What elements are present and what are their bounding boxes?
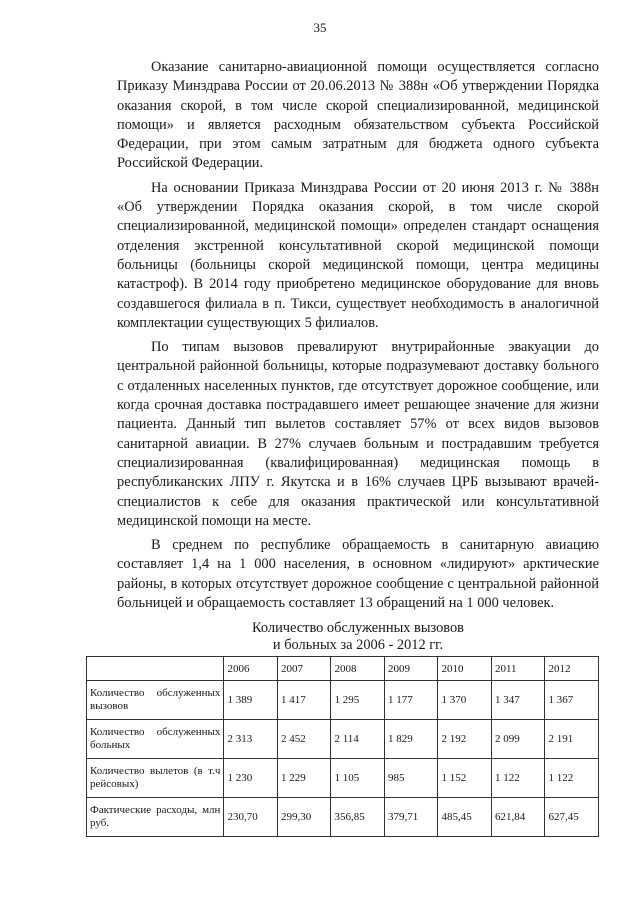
header-cell: 2012 bbox=[545, 657, 599, 681]
header-cell: 2006 bbox=[224, 657, 278, 681]
table-cell: 2 114 bbox=[331, 720, 385, 759]
table-cell: 2 191 bbox=[545, 720, 599, 759]
table-cell: 379,71 bbox=[384, 798, 438, 837]
header-cell bbox=[87, 657, 224, 681]
table-cell: 1 230 bbox=[224, 759, 278, 798]
table-cell: 299,30 bbox=[277, 798, 331, 837]
row-label: Количество обслуженных вызовов bbox=[87, 681, 224, 720]
paragraph: По типам вызовов превалируют внутрирайонные эвакуации до центральной районной больницы, которые подразумевают доставку больного с отдаленных населенных пунктов, где отсутствует дорожное сообщение, или когда срочная доставка пострадавшего имеет решающее значение для жизни пациента. Данный тип вылетов составляет 57% от всех видов вызовов санитарной авиации. В 27% случаев больным и пострадавшим требуется специализированная (квалифицированная) медицинская помощь в республиканских ЛПУ г. Якутска и в 16% случаев ЦРБ вызывают врачей-специалистов к себе для оказания практической или консультативной медицинской помощи на месте. bbox=[117, 339, 599, 529]
header-cell: 2008 bbox=[331, 657, 385, 681]
paragraph: В среднем по республике обращаемость в санитарную авиацию составляет 1,4 на 1 000 населения, в основном «лидируют» арктические районы, в которых отсутствует дорожное сообщение с центральной районной больницей и обращаемость составляет 13 обращений на 1 000 человек. bbox=[117, 537, 599, 612]
paragraph: Оказание санитарно-авиационной помощи осуществляется согласно Приказу Минздрава России от 20.06.2013 № 388н «Об утверждении Порядка оказания скорой, в том числе скорой специализированной, медицинской помощи» и является расходным обязательством субъекта Российской Федерации, при этом самым затратным для бюджета одного субъекта Российской Федерации. bbox=[117, 59, 599, 172]
table-cell: 621,84 bbox=[491, 798, 545, 837]
header-cell: 2010 bbox=[438, 657, 492, 681]
table-cell: 1 347 bbox=[491, 681, 545, 720]
table-row bbox=[87, 720, 599, 759]
header-cell: 2007 bbox=[277, 657, 331, 681]
row-label: Количество вылетов (в т.ч рейсовых) bbox=[87, 759, 224, 798]
table-cell: 485,45 bbox=[438, 798, 492, 837]
paragraph: На основании Приказа Минздрава России от 20 июня 2013 г. № 388н «Об утверждении Порядка оказания скорой, в том числе скорой специализированной, медицинской помощи» определен стандарт оснащения отделения экстренной консультативной скорой медицинской помощи больницы (больницы скорой медицинской помощи, центра медицины катастроф). В 2014 году приобретено медицинское оборудование для вновь создавшегося филиала в п. Тикси, существует необходимость в аналогичной комплектации существующих 5 филиалов. bbox=[117, 179, 599, 331]
table-cell: 985 bbox=[384, 759, 438, 798]
table-cell: 230,70 bbox=[224, 798, 278, 837]
header-cell: 2011 bbox=[491, 657, 545, 681]
table-cell: 2 452 bbox=[277, 720, 331, 759]
table-caption-line-1: Количество обслуженных вызовов bbox=[252, 620, 464, 636]
table-row bbox=[87, 681, 599, 720]
table-cell: 1 177 bbox=[384, 681, 438, 720]
table-cell: 1 370 bbox=[438, 681, 492, 720]
table-cell: 1 295 bbox=[331, 681, 385, 720]
table-cell: 1 122 bbox=[545, 759, 599, 798]
table-header-row bbox=[87, 657, 599, 681]
statistics-table bbox=[86, 656, 599, 837]
table-cell: 1 122 bbox=[491, 759, 545, 798]
table-cell: 2 099 bbox=[491, 720, 545, 759]
table-cell: 1 367 bbox=[545, 681, 599, 720]
table-cell: 1 417 bbox=[277, 681, 331, 720]
table-row bbox=[87, 798, 599, 837]
table-cell: 1 229 bbox=[277, 759, 331, 798]
table-caption-line-2: и больных за 2006 - 2012 гг. bbox=[272, 637, 444, 653]
table-cell: 1 152 bbox=[438, 759, 492, 798]
table-cell: 2 192 bbox=[438, 720, 492, 759]
row-label: Фактические расходы, млн руб. bbox=[87, 798, 224, 837]
body-text bbox=[117, 58, 599, 618]
row-label: Количество обслуженных больных bbox=[87, 720, 224, 759]
table-row bbox=[87, 759, 599, 798]
page-number: 35 bbox=[313, 20, 327, 35]
table-cell: 1 389 bbox=[224, 681, 278, 720]
table-cell: 627,45 bbox=[545, 798, 599, 837]
table-cell: 1 829 bbox=[384, 720, 438, 759]
table-cell: 356,85 bbox=[331, 798, 385, 837]
table-cell: 2 313 bbox=[224, 720, 278, 759]
header-cell: 2009 bbox=[384, 657, 438, 681]
table-cell: 1 105 bbox=[331, 759, 385, 798]
